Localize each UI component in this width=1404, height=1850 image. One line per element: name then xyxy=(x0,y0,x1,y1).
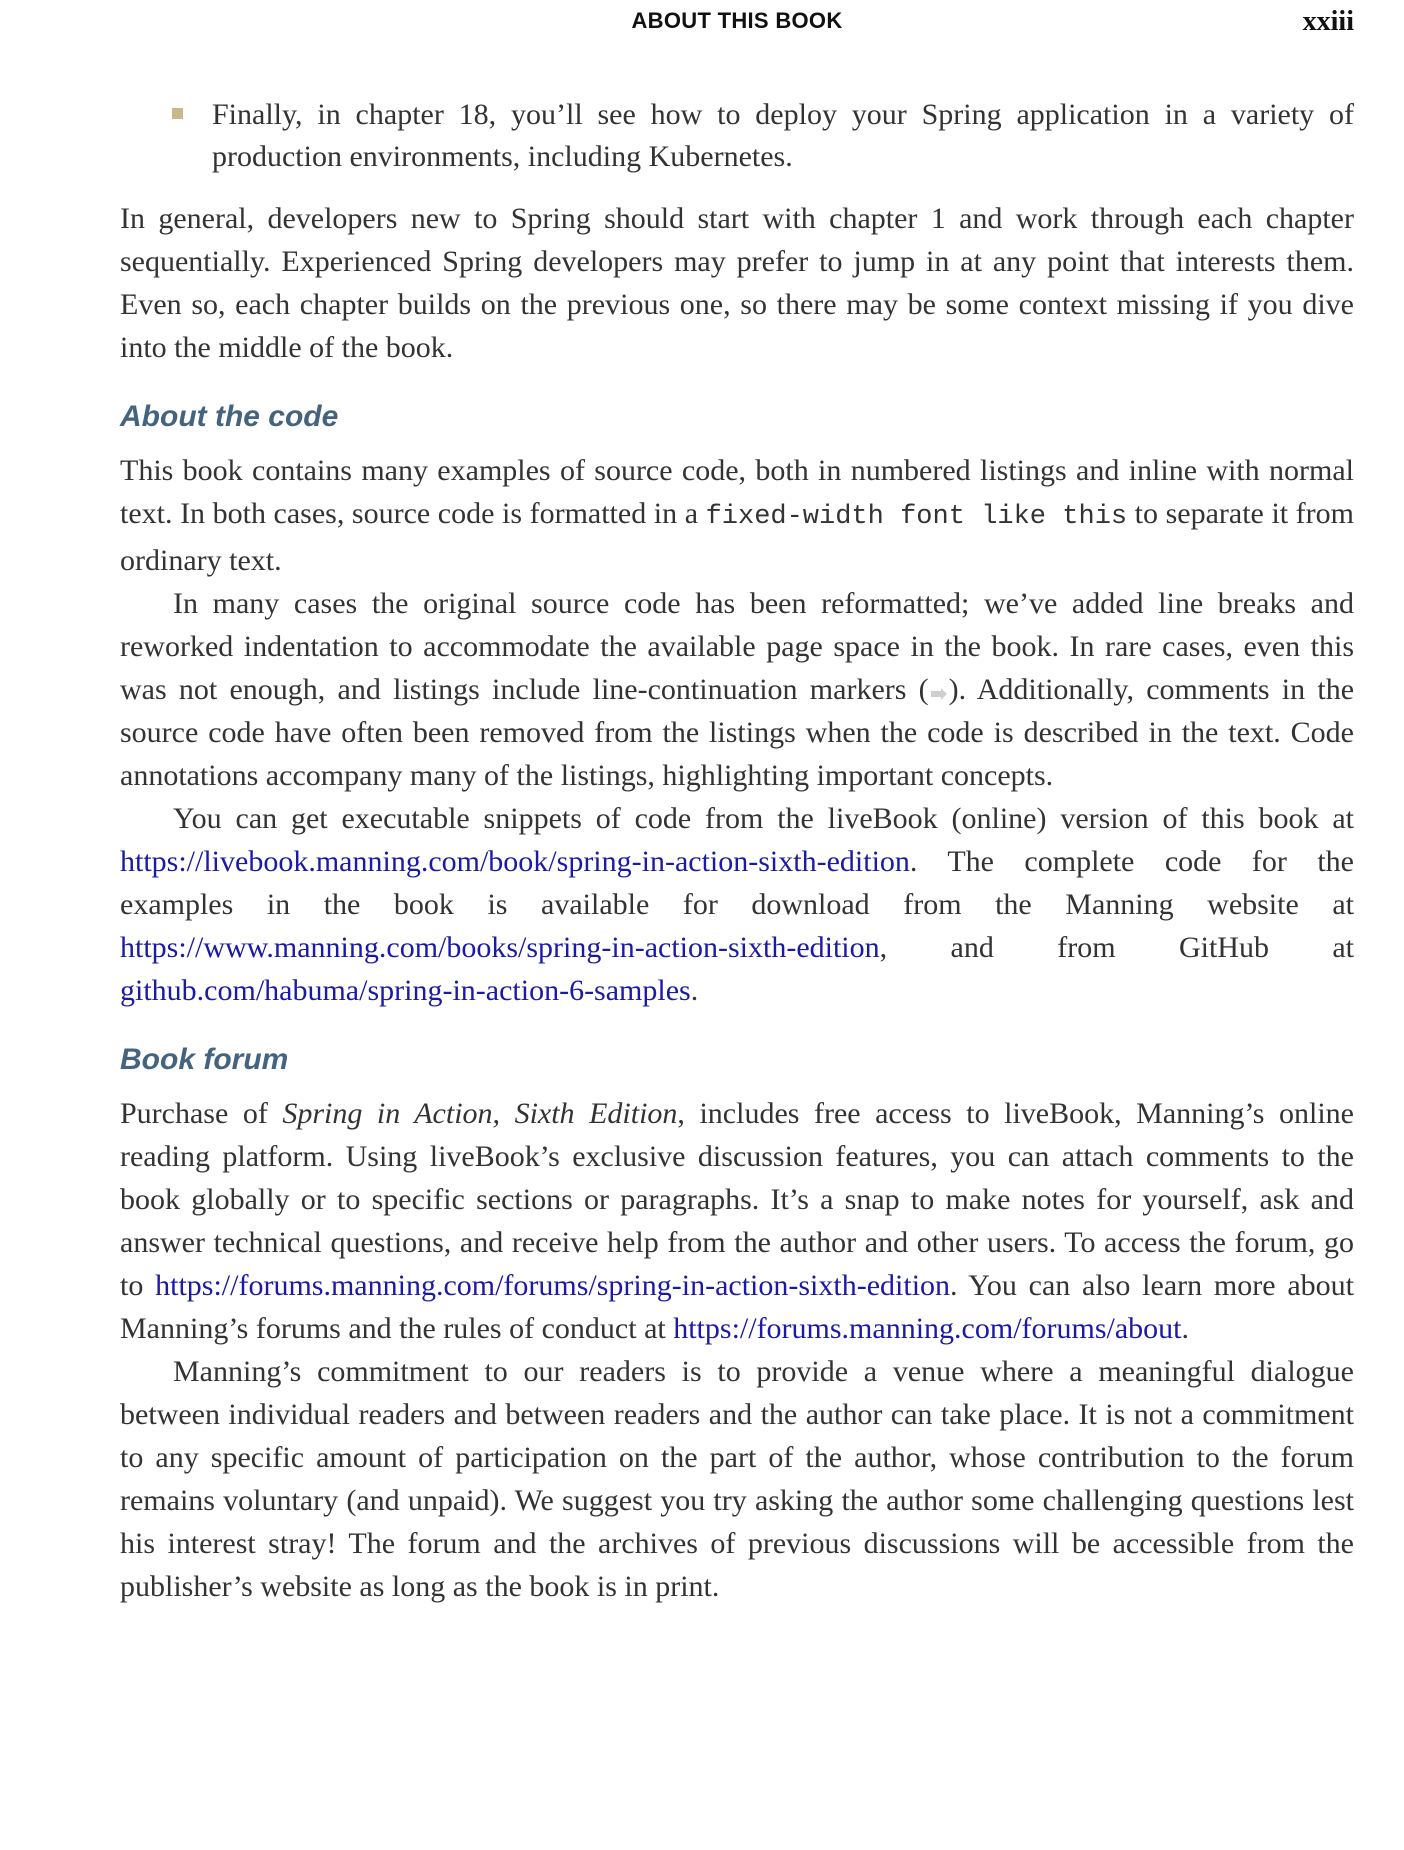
text-run: Purchase of xyxy=(120,1097,283,1130)
text-run: , and from GitHub at xyxy=(879,931,1354,964)
book-page xyxy=(120,0,1354,1608)
section-heading-about-code: About the code xyxy=(120,400,339,433)
about-code-paragraph-2 xyxy=(120,582,1354,797)
section-heading-book-forum: Book forum xyxy=(120,1043,289,1076)
text-run: This book contains many examples of source code, both in numbered listings and inline with normal text. In both cases, source code is formatted in a xyxy=(120,454,1354,530)
intro-paragraph: In general, developers new to Spring should start with chapter 1 and work through each chapter sequentially. Experienced Spring developers may prefer to jump in at any point that interests them. Even so, each chapter builds on the previous one, so there may be some context missing if you dive into the middle of the book. xyxy=(120,202,1354,364)
book-forum-paragraph-2: Manning’s commitment to our readers is to provide a venue where a meaningful dialogue between individual readers and between readers and the author can take place. It is not a commitment to any specific amount of participation on the part of the author, whose contribution to the forum remains voluntary (and unpaid). We suggest you try asking the author some challenging questions lest his interest stray! The forum and the archives of previous discussions will be accessible from the publisher’s website as long as the book is in print. xyxy=(120,1355,1354,1603)
running-title: ABOUT THIS BOOK xyxy=(631,8,843,33)
book-forum-paragraph-1 xyxy=(120,1092,1354,1350)
page-number: xxiii xyxy=(1302,6,1354,37)
text-run: . The complete code for the examples in the book is available for download from the Manning website at xyxy=(120,845,1354,921)
manning-website-link[interactable]: https://www.manning.com/books/spring-in-action-sixth-edition xyxy=(120,931,880,964)
text-run: ). Additionally, comments in the source code have often been removed from the listings when the code is described in the text. Code annotations accompany many of the listings, highlighting important concepts. xyxy=(120,673,1355,792)
text-run: In many cases the original source code has been reformatted; we’ve added line breaks and reworked indentation to accommodate the available page space in the book. In rare cases, even this was not enough, and listings include line-continuation markers ( xyxy=(120,587,1354,706)
text-run: , includes free access to liveBook, Manning’s online reading platform. Using liveBook’s exclusive discussion features, you can attach comments to the book globally or to specific sections or paragraphs. It’s a snap to make notes for yourself, ask and answer technical questions, and receive help from the author and other users. To access the forum, go to xyxy=(120,1097,1354,1302)
text-run: . xyxy=(1181,1312,1190,1345)
text-run: . xyxy=(690,974,699,1007)
forum-about-link[interactable]: https://forums.manning.com/forums/about xyxy=(673,1312,1182,1345)
list-item-text: Finally, in chapter 18, you’ll see how to deploy your Spring application in a variety of production environments, including Kubernetes. xyxy=(212,98,1354,173)
square-bullet-icon xyxy=(172,108,183,119)
text-run: to separate it from ordinary text. xyxy=(120,497,1355,577)
list-item xyxy=(120,94,1354,178)
livebook-link[interactable]: https://livebook.manning.com/book/spring-in-action-sixth-edition xyxy=(120,845,910,878)
inline-code: fixed-width font like this xyxy=(705,502,1128,532)
github-link[interactable]: github.com/habuma/spring-in-action-6-samples xyxy=(120,974,691,1007)
book-title: Spring in Action, Sixth Edition xyxy=(282,1097,678,1130)
line-continuation-arrow-icon xyxy=(929,687,949,701)
forum-link[interactable]: https://forums.manning.com/forums/spring-in-action-sixth-edition xyxy=(155,1269,951,1302)
running-head xyxy=(120,0,1354,46)
text-run: You can get executable snippets of code from the liveBook (online) version of this book at xyxy=(173,802,1354,835)
text-run: . You can also learn more about Manning’s forums and the rules of conduct at xyxy=(120,1269,1354,1345)
about-code-paragraph-1 xyxy=(120,449,1354,582)
about-code-paragraph-3 xyxy=(120,797,1354,1012)
